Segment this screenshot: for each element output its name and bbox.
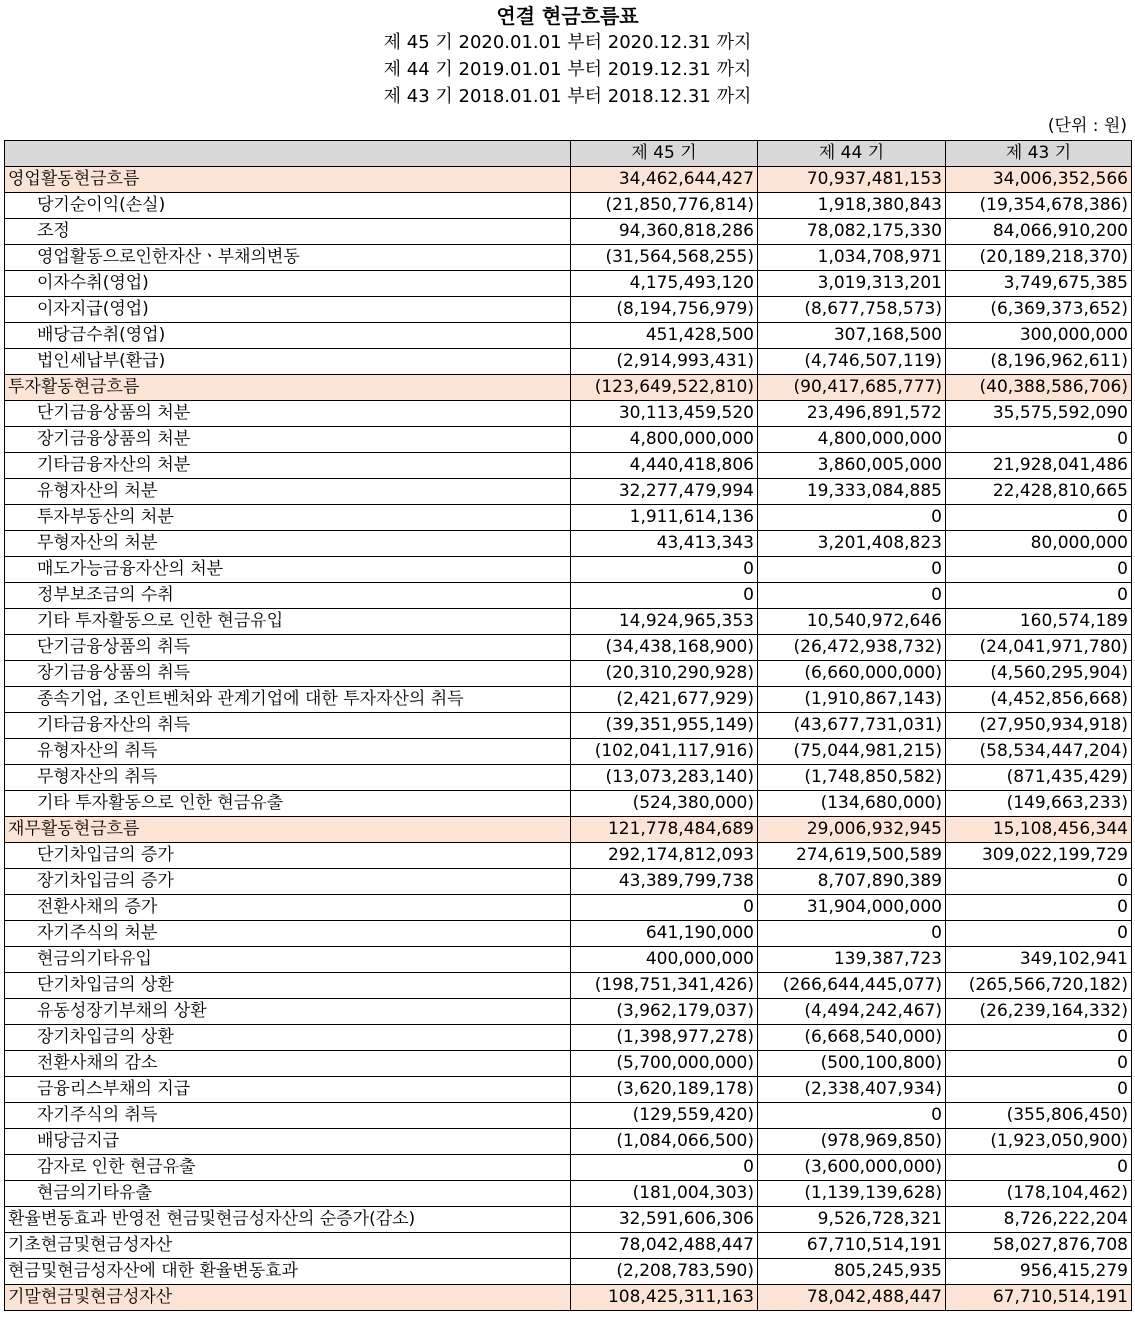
row-label: 유형자산의 처분 [5,479,571,505]
value-period-44: (26,472,938,732) [758,635,946,661]
value-period-44: 19,333,084,885 [758,479,946,505]
table-row [5,1259,1132,1285]
value-period-43: (4,560,295,904) [946,661,1132,687]
row-label: 영업활동현금흐름 [5,167,571,193]
value-period-44: (75,044,981,215) [758,739,946,765]
row-label: 단기금융상품의 처분 [5,401,571,427]
row-label: 법인세납부(환급) [5,349,571,375]
value-period-44: 0 [758,557,946,583]
value-period-45: (3,962,179,037) [571,999,758,1025]
value-period-44: (500,100,800) [758,1051,946,1077]
value-period-44: 3,860,005,000 [758,453,946,479]
value-period-45: (2,914,993,431) [571,349,758,375]
value-period-44: 1,918,380,843 [758,193,946,219]
value-period-43: 0 [946,1077,1132,1103]
value-period-43: 58,027,876,708 [946,1233,1132,1259]
value-period-45: (8,194,756,979) [571,297,758,323]
row-label: 현금의기타유출 [5,1181,571,1207]
table-row [5,1181,1132,1207]
value-period-45: 32,277,479,994 [571,479,758,505]
table-row [5,713,1132,739]
table-row [5,219,1132,245]
value-period-43: (27,950,934,918) [946,713,1132,739]
value-period-44: 78,082,175,330 [758,219,946,245]
value-period-45: 451,428,500 [571,323,758,349]
row-label: 장기차입금의 증가 [5,869,571,895]
value-period-45: 14,924,965,353 [571,609,758,635]
value-period-45: (21,850,776,814) [571,193,758,219]
value-period-43: 0 [946,1155,1132,1181]
value-period-43: (1,923,050,900) [946,1129,1132,1155]
value-period-45: 43,389,799,738 [571,869,758,895]
value-period-45: 78,042,488,447 [571,1233,758,1259]
table-row [5,817,1132,843]
table-row [5,271,1132,297]
value-period-44: 274,619,500,589 [758,843,946,869]
value-period-43: (20,189,218,370) [946,245,1132,271]
value-period-45: 108,425,311,163 [571,1285,758,1311]
row-label: 기타금융자산의 취득 [5,713,571,739]
table-row [5,1285,1132,1311]
row-label: 단기차입금의 증가 [5,843,571,869]
value-period-43: 3,749,675,385 [946,271,1132,297]
value-period-44: 70,937,481,153 [758,167,946,193]
row-label: 기초현금및현금성자산 [5,1233,571,1259]
value-period-43: 0 [946,427,1132,453]
value-period-44: 0 [758,505,946,531]
value-period-44: 307,168,500 [758,323,946,349]
table-row [5,1233,1132,1259]
value-period-43: (149,663,233) [946,791,1132,817]
row-label: 기말현금및현금성자산 [5,1285,571,1311]
value-period-44: (978,969,850) [758,1129,946,1155]
value-period-44: (4,494,242,467) [758,999,946,1025]
value-period-45: (123,649,522,810) [571,375,758,401]
row-label: 당기순이익(손실) [5,193,571,219]
value-period-44: (3,600,000,000) [758,1155,946,1181]
value-period-43: (871,435,429) [946,765,1132,791]
value-period-44: 67,710,514,191 [758,1233,946,1259]
row-label: 영업활동으로인한자산ㆍ부채의변동 [5,245,571,271]
value-period-43: (24,041,971,780) [946,635,1132,661]
value-period-45: (102,041,117,916) [571,739,758,765]
value-period-43: (58,534,447,204) [946,739,1132,765]
row-label: 무형자산의 취득 [5,765,571,791]
table-row [5,1207,1132,1233]
value-period-43: 15,108,456,344 [946,817,1132,843]
table-row [5,869,1132,895]
table-row [5,583,1132,609]
value-period-44: (8,677,758,573) [758,297,946,323]
table-row [5,479,1132,505]
table-row [5,427,1132,453]
row-label: 장기차입금의 상환 [5,1025,571,1051]
row-label: 장기금융상품의 처분 [5,427,571,453]
value-period-43: 309,022,199,729 [946,843,1132,869]
value-period-43: (26,239,164,332) [946,999,1132,1025]
row-label: 전환사채의 증가 [5,895,571,921]
table-row [5,375,1132,401]
row-label: 현금및현금성자산에 대한 환율변동효과 [5,1259,571,1285]
table-row [5,1155,1132,1181]
value-period-45: 292,174,812,093 [571,843,758,869]
table-row [5,245,1132,271]
value-period-45: 121,778,484,689 [571,817,758,843]
row-label: 매도가능금융자산의 처분 [5,557,571,583]
row-label: 배당금수취(영업) [5,323,571,349]
value-period-45: 4,800,000,000 [571,427,758,453]
table-row [5,609,1132,635]
value-period-44: (2,338,407,934) [758,1077,946,1103]
value-period-45: 400,000,000 [571,947,758,973]
row-label: 단기차입금의 상환 [5,973,571,999]
table-row [5,895,1132,921]
value-period-44: 0 [758,583,946,609]
row-label: 기타 투자활동으로 인한 현금유입 [5,609,571,635]
table-row [5,349,1132,375]
row-label: 자기주식의 처분 [5,921,571,947]
period-line-44: 제 44 기 2019.01.01 부터 2019.12.31 까지 [383,59,752,80]
value-period-43: 160,574,189 [946,609,1132,635]
value-period-45: 0 [571,895,758,921]
value-period-44: 3,201,408,823 [758,531,946,557]
value-period-45: 94,360,818,286 [571,219,758,245]
value-period-43: 0 [946,921,1132,947]
value-period-44: 1,034,708,971 [758,245,946,271]
value-period-43: 0 [946,505,1132,531]
value-period-44: 139,387,723 [758,947,946,973]
table-row [5,1077,1132,1103]
value-period-43: (355,806,450) [946,1103,1132,1129]
value-period-43: 0 [946,583,1132,609]
row-label: 금융리스부채의 지급 [5,1077,571,1103]
table-row [5,687,1132,713]
unit-label: (단위 : 원) [1047,116,1127,136]
value-period-44: 8,707,890,389 [758,869,946,895]
value-period-44: 23,496,891,572 [758,401,946,427]
value-period-45: 0 [571,1155,758,1181]
value-period-43: 21,928,041,486 [946,453,1132,479]
value-period-45: (181,004,303) [571,1181,758,1207]
table-row [5,635,1132,661]
row-label: 유동성장기부채의 상환 [5,999,571,1025]
value-period-44: (43,677,731,031) [758,713,946,739]
value-period-45: (20,310,290,928) [571,661,758,687]
value-period-44: 31,904,000,000 [758,895,946,921]
value-period-43: 22,428,810,665 [946,479,1132,505]
value-period-45: (2,208,783,590) [571,1259,758,1285]
row-label: 기타금융자산의 처분 [5,453,571,479]
cash-flow-table [4,140,1132,1311]
value-period-44: (1,910,867,143) [758,687,946,713]
header-period-43: 제 43 기 [946,141,1132,167]
table-row [5,739,1132,765]
value-period-43: (178,104,462) [946,1181,1132,1207]
value-period-43: 0 [946,1051,1132,1077]
value-period-45: 0 [571,583,758,609]
value-period-45: 641,190,000 [571,921,758,947]
value-period-43: (40,388,586,706) [946,375,1132,401]
table-row [5,1025,1132,1051]
table-row [5,999,1132,1025]
value-period-43: 0 [946,895,1132,921]
table-row [5,947,1132,973]
row-label: 유형자산의 취득 [5,739,571,765]
value-period-43: 8,726,222,204 [946,1207,1132,1233]
value-period-43: 0 [946,1025,1132,1051]
row-label: 자기주식의 취득 [5,1103,571,1129]
value-period-44: 78,042,488,447 [758,1285,946,1311]
table-body [5,167,1132,1311]
row-label: 정부보조금의 수취 [5,583,571,609]
row-label: 기타 투자활동으로 인한 현금유출 [5,791,571,817]
table-row [5,557,1132,583]
row-label: 투자부동산의 처분 [5,505,571,531]
table-row [5,921,1132,947]
row-label: 투자활동현금흐름 [5,375,571,401]
table-row [5,193,1132,219]
row-label: 이자수취(영업) [5,271,571,297]
value-period-45: (31,564,568,255) [571,245,758,271]
statement-title: 연결 현금흐름표 [496,4,639,28]
table-row [5,791,1132,817]
header-label-cell [5,141,571,167]
table-header-row [5,141,1132,167]
value-period-44: (134,680,000) [758,791,946,817]
value-period-44: 0 [758,1103,946,1129]
value-period-44: (1,748,850,582) [758,765,946,791]
value-period-45: 4,440,418,806 [571,453,758,479]
value-period-45: (13,073,283,140) [571,765,758,791]
value-period-44: 0 [758,921,946,947]
value-period-44: (266,644,445,077) [758,973,946,999]
row-label: 배당금지급 [5,1129,571,1155]
row-label: 단기금융상품의 취득 [5,635,571,661]
row-label: 종속기업, 조인트벤처와 관계기업에 대한 투자자산의 취득 [5,687,571,713]
value-period-45: (3,620,189,178) [571,1077,758,1103]
value-period-43: 34,006,352,566 [946,167,1132,193]
row-label: 감자로 인한 현금유출 [5,1155,571,1181]
value-period-45: (5,700,000,000) [571,1051,758,1077]
row-label: 전환사채의 감소 [5,1051,571,1077]
row-label: 무형자산의 처분 [5,531,571,557]
value-period-44: 10,540,972,646 [758,609,946,635]
value-period-43: (8,196,962,611) [946,349,1132,375]
table-row [5,661,1132,687]
value-period-45: 4,175,493,120 [571,271,758,297]
value-period-45: (198,751,341,426) [571,973,758,999]
table-row [5,973,1132,999]
table-row [5,843,1132,869]
value-period-43: 67,710,514,191 [946,1285,1132,1311]
value-period-45: 30,113,459,520 [571,401,758,427]
value-period-43: 0 [946,557,1132,583]
value-period-45: 32,591,606,306 [571,1207,758,1233]
value-period-44: (1,139,139,628) [758,1181,946,1207]
value-period-44: 29,006,932,945 [758,817,946,843]
row-label: 재무활동현금흐름 [5,817,571,843]
value-period-44: 4,800,000,000 [758,427,946,453]
value-period-44: 805,245,935 [758,1259,946,1285]
table-row [5,505,1132,531]
value-period-43: 80,000,000 [946,531,1132,557]
value-period-44: (4,746,507,119) [758,349,946,375]
value-period-43: (265,566,720,182) [946,973,1132,999]
table-row [5,453,1132,479]
period-line-43: 제 43 기 2018.01.01 부터 2018.12.31 까지 [383,86,752,107]
value-period-44: (6,660,000,000) [758,661,946,687]
table-row [5,401,1132,427]
header-period-45: 제 45 기 [571,141,758,167]
value-period-44: 9,526,728,321 [758,1207,946,1233]
value-period-45: (524,380,000) [571,791,758,817]
table-row [5,323,1132,349]
table-row [5,531,1132,557]
value-period-43: (19,354,678,386) [946,193,1132,219]
value-period-43: (6,369,373,652) [946,297,1132,323]
table-row [5,167,1132,193]
value-period-45: (39,351,955,149) [571,713,758,739]
value-period-45: (1,398,977,278) [571,1025,758,1051]
row-label: 조정 [5,219,571,245]
value-period-45: (2,421,677,929) [571,687,758,713]
value-period-43: 956,415,279 [946,1259,1132,1285]
value-period-45: 0 [571,557,758,583]
value-period-45: (1,084,066,500) [571,1129,758,1155]
table-row [5,297,1132,323]
value-period-45: 43,413,343 [571,531,758,557]
value-period-43: 35,575,592,090 [946,401,1132,427]
value-period-45: 1,911,614,136 [571,505,758,531]
value-period-44: (6,668,540,000) [758,1025,946,1051]
value-period-45: 34,462,644,427 [571,167,758,193]
row-label: 환율변동효과 반영전 현금및현금성자산의 순증가(감소) [5,1207,571,1233]
value-period-43: 300,000,000 [946,323,1132,349]
row-label: 현금의기타유입 [5,947,571,973]
header-period-44: 제 44 기 [758,141,946,167]
table-row [5,765,1132,791]
value-period-43: (4,452,856,668) [946,687,1132,713]
value-period-45: (129,559,420) [571,1103,758,1129]
row-label: 장기금융상품의 취득 [5,661,571,687]
period-line-45: 제 45 기 2020.01.01 부터 2020.12.31 까지 [383,32,752,53]
table-row [5,1051,1132,1077]
table-row [5,1129,1132,1155]
value-period-43: 349,102,941 [946,947,1132,973]
value-period-44: 3,019,313,201 [758,271,946,297]
table-row [5,1103,1132,1129]
value-period-43: 84,066,910,200 [946,219,1132,245]
value-period-44: (90,417,685,777) [758,375,946,401]
value-period-43: 0 [946,869,1132,895]
row-label: 이자지급(영업) [5,297,571,323]
value-period-45: (34,438,168,900) [571,635,758,661]
